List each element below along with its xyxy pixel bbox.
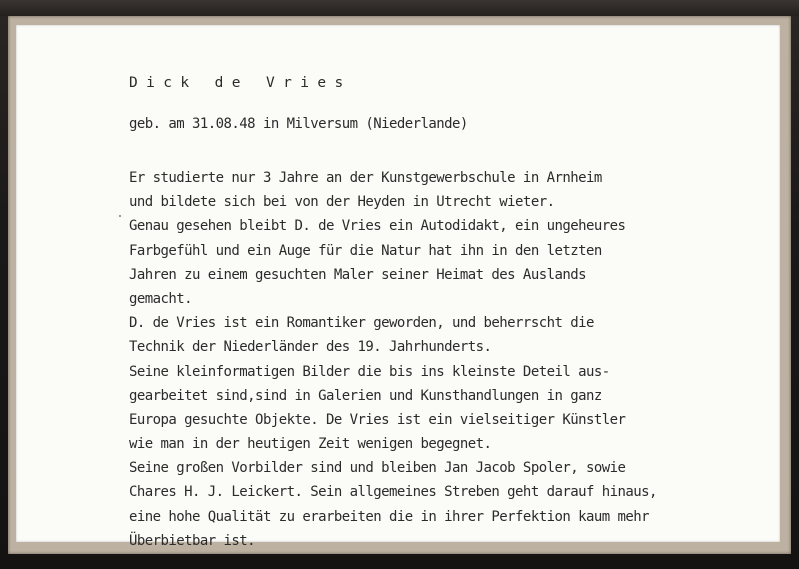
paper-speck xyxy=(119,215,121,217)
frame-top-edge xyxy=(0,0,799,16)
artist-name-heading: Dick de Vries xyxy=(129,75,352,91)
biography-line: Farbgefühl und ein Auge für die Natur hat ihn in den letzten xyxy=(129,242,602,259)
biography-line: und bildete sich bei von der Heyden in Utrecht wieter. xyxy=(129,194,555,211)
biography-line: Technik der Niederländer des 19. Jahrhunderts. xyxy=(129,339,492,356)
birth-line: geb. am 31.08.48 in Milversum (Niederlande) xyxy=(129,116,468,132)
biography-line: gearbeitet sind,sind in Galerien und Kunsthandlungen in ganz xyxy=(129,387,602,404)
biography-line: gemacht. xyxy=(129,290,193,307)
biography-line: Genau gesehen bleibt D. de Vries ein Autodidakt, ein ungeheures xyxy=(129,218,626,235)
biography-line: Jahren zu einem gesuchten Maler seiner Heimat des Auslands xyxy=(129,266,586,283)
biography-text xyxy=(129,166,657,553)
biography-line: Chares H. J. Leickert. Sein allgemeines Streben geht darauf hinaus, xyxy=(129,484,657,501)
typed-card xyxy=(16,25,780,549)
biography-line: eine hohe Qualität zu erarbeiten die in ihrer Perfektion kaum mehr xyxy=(129,508,649,525)
biography-line: wie man in der heutigen Zeit wenigen begegnet. xyxy=(129,436,492,453)
biography-line: D. de Vries ist ein Romantiker geworden, und beherrscht die xyxy=(129,315,594,332)
biography-line: Er studierte nur 3 Jahre an der Kunstgewerbschule in Arnheim xyxy=(129,170,602,186)
biography-line: Europa gesuchte Objekte. De Vries ist ein vielseitiger Künstler xyxy=(129,411,626,428)
biography-line: Überbietbar ist. xyxy=(129,532,256,549)
biography-line: Seine großen Vorbilder sind und bleiben Jan Jacob Spoler, sowie xyxy=(129,460,626,477)
biography-line: Seine kleinformatigen Bilder die bis ins kleinste Deteil aus- xyxy=(129,363,610,380)
